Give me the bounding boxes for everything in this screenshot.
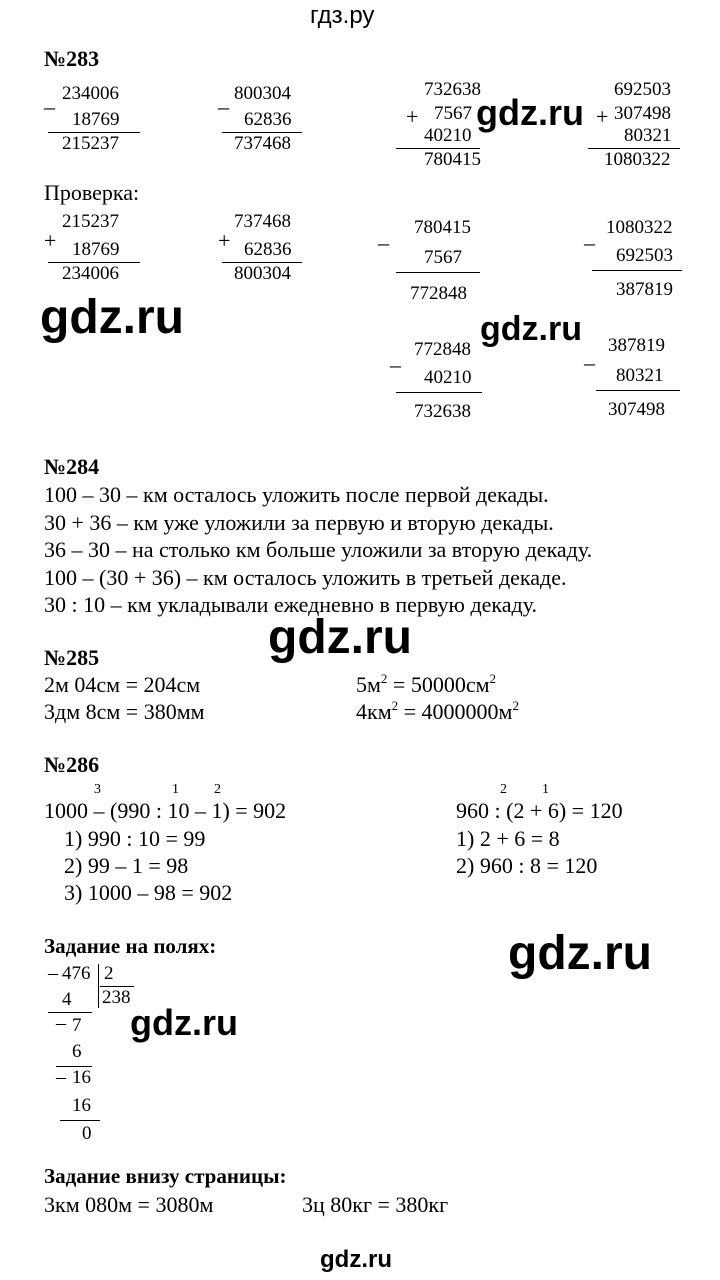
addend: 307498 — [614, 103, 671, 124]
watermark: gdz.ru — [476, 92, 584, 133]
task-286-right-expression: 960 : (2 + 6) = 120 — [456, 798, 623, 823]
addend: 7567 — [434, 103, 472, 124]
minus-sign: – — [218, 94, 229, 119]
task-284-line: 30 : 10 – км укладывали ежедневно в первую декаду. — [44, 592, 538, 617]
addend: 737468 — [234, 211, 291, 232]
subtrahend: 80321 — [616, 365, 664, 386]
addend: 80321 — [624, 125, 672, 146]
text: = 50000см — [387, 672, 490, 697]
action-order-mark: 1 — [542, 782, 549, 797]
task-284-title: №284 — [44, 454, 100, 479]
action-order-mark: 1 — [172, 782, 179, 797]
task-286-left-step: 1) 990 : 10 = 99 — [64, 826, 206, 851]
sum: 1080322 — [604, 149, 671, 170]
addend: 732638 — [424, 79, 481, 100]
result-line — [396, 272, 480, 273]
subtrahend: 7567 — [424, 247, 462, 268]
site-header: гдз.ру — [310, 2, 375, 29]
plus-sign: + — [44, 228, 57, 253]
minus-sign: – — [390, 352, 401, 377]
bottom-task-title: Задание внизу страницы: — [44, 1164, 287, 1188]
difference: 215237 — [62, 133, 119, 154]
task-286-left-step: 3) 1000 – 98 = 902 — [64, 880, 233, 905]
minuend: 1080322 — [606, 217, 673, 238]
task-286-right-step: 1) 2 + 6 = 8 — [456, 826, 560, 851]
task-285-right-1 — [356, 672, 496, 698]
division-step: 16 — [72, 1067, 91, 1088]
text: = 4000000м — [398, 699, 513, 724]
division-step: 7 — [72, 1015, 82, 1036]
subtrahend: 692503 — [616, 245, 673, 266]
division-step: 0 — [82, 1123, 92, 1144]
watermark: gdz.ru — [40, 291, 184, 344]
minuend: 387819 — [608, 335, 665, 356]
step-line — [60, 1120, 100, 1121]
addend: 692503 — [614, 79, 671, 100]
watermark: gdz.ru — [508, 927, 652, 980]
difference: 737468 — [234, 133, 291, 154]
difference: 772848 — [410, 283, 467, 304]
sum: 234006 — [62, 263, 119, 284]
division-step: 6 — [72, 1041, 82, 1062]
addend: 62836 — [244, 239, 292, 260]
task-286-title: №286 — [44, 752, 100, 777]
plus-sign: + — [406, 104, 419, 129]
minus-sign: – — [48, 962, 58, 984]
minus-sign: – — [56, 1066, 66, 1088]
minuend: 780415 — [414, 217, 471, 238]
action-order-mark: 2 — [500, 782, 507, 797]
site-footer: gdz.ru — [320, 1246, 392, 1273]
divisor: 2 — [104, 963, 114, 984]
difference: 387819 — [616, 279, 673, 300]
subtrahend: 40210 — [424, 367, 472, 388]
exponent: 2 — [512, 698, 519, 713]
task-284-line: 36 – 30 – на столько км больше уложили за вторую декаду. — [44, 537, 593, 562]
task-285-left-2: 3дм 8см = 380мм — [44, 699, 205, 724]
text: 5м — [356, 672, 381, 697]
exponent: 2 — [489, 671, 497, 686]
action-order-mark: 3 — [94, 782, 101, 797]
division-step: 4 — [62, 989, 72, 1010]
task-285-left-1: 2м 04см = 204см — [44, 672, 201, 697]
result-line — [396, 392, 482, 393]
task-284-line: 100 – 30 – км осталось уложить после первой декады. — [44, 482, 549, 507]
task-284-line: 30 + 36 – км уже уложили за первую и вторую декады. — [44, 510, 554, 535]
task-283-title: №283 — [44, 46, 100, 71]
subtrahend: 18769 — [72, 109, 120, 130]
exponent: 2 — [380, 671, 388, 686]
margin-task-title: Задание на полях: — [44, 934, 217, 958]
minuend: 800304 — [234, 83, 291, 104]
task-286-left-expression: 1000 – (990 : 10 – 1) = 902 — [44, 798, 287, 823]
sum: 780415 — [424, 149, 481, 170]
bottom-task-right: 3ц 80кг = 380кг — [302, 1192, 449, 1217]
result-line — [592, 270, 682, 271]
watermark: gdz.ru — [130, 1002, 238, 1043]
step-line — [48, 1012, 92, 1013]
subtrahend: 62836 — [244, 109, 292, 130]
check-label: Проверка: — [44, 180, 140, 205]
division-step: 16 — [72, 1095, 91, 1116]
difference: 732638 — [414, 401, 471, 422]
task-285-right-2 — [356, 699, 519, 725]
difference: 307498 — [608, 399, 665, 420]
addend: 215237 — [62, 211, 119, 232]
watermark: gdz.ru — [480, 310, 582, 348]
minus-sign: – — [44, 94, 55, 119]
watermark: gdz.ru — [268, 611, 412, 664]
addend: 40210 — [424, 125, 472, 146]
result-line — [596, 390, 680, 391]
minus-sign: – — [584, 230, 595, 255]
minus-sign: – — [56, 1012, 66, 1034]
minus-sign: – — [378, 230, 389, 255]
plus-sign: + — [218, 228, 231, 253]
addend: 18769 — [72, 239, 120, 260]
plus-sign: + — [596, 104, 609, 129]
task-286-right-step: 2) 960 : 8 = 120 — [456, 853, 598, 878]
sum: 800304 — [234, 263, 291, 284]
task-286-left-step: 2) 99 – 1 = 98 — [64, 853, 189, 878]
action-order-mark: 2 — [214, 782, 221, 797]
minuend: 772848 — [414, 339, 471, 360]
text: 4км — [356, 699, 392, 724]
task-284-line: 100 – (30 + 36) – км осталось уложить в третьей декаде. — [44, 565, 567, 590]
bottom-task-left: 3км 080м = 3080м — [44, 1192, 214, 1217]
minuend: 234006 — [62, 83, 119, 104]
minus-sign: – — [584, 350, 595, 375]
division-bar-vertical — [98, 964, 99, 1008]
task-285-title: №285 — [44, 645, 100, 670]
exponent: 2 — [391, 698, 399, 713]
dividend: 476 — [62, 963, 91, 984]
quotient: 238 — [102, 987, 131, 1008]
